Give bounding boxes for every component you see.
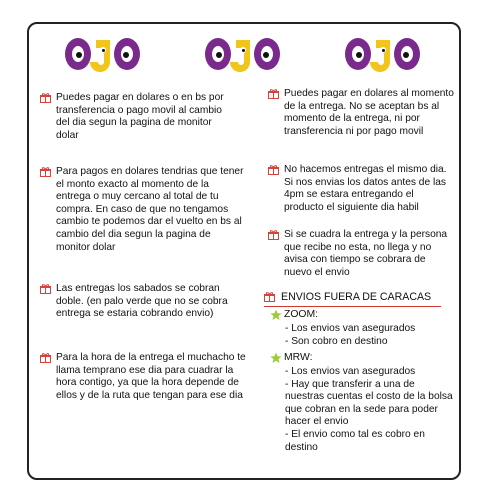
info-text: Para la hora de la entrega el muchacho te llama temprano ese dia para cuadrar la hora contigo, ya que la hora depende de ellos y de la ruta que tengan para ese dia <box>56 352 246 401</box>
gift-icon <box>40 167 51 177</box>
ojo-logo-icon <box>62 30 144 74</box>
mrw-title: MRW: <box>284 352 313 363</box>
list-item: - Los envios van asegurados <box>285 323 416 334</box>
gift-icon <box>264 292 275 302</box>
star-icon <box>270 352 282 364</box>
shipping-heading-text: ENVIOS FUERA DE CARACAS <box>281 291 432 303</box>
list-item: - Hay que transferir a una de nuestras cuentas el costo de la bolsa que cobran en la sede para poder hacer el envio <box>285 378 453 428</box>
zoom-title: ZOOM: <box>284 309 319 320</box>
gift-icon <box>40 284 51 294</box>
info-item <box>40 352 246 402</box>
gift-icon <box>268 230 279 240</box>
gift-icon <box>40 93 51 103</box>
mrw-subheading <box>270 352 312 365</box>
info-item <box>40 166 245 254</box>
info-item <box>40 283 236 321</box>
zoom-list <box>285 323 455 348</box>
gift-icon <box>268 165 279 175</box>
ojo-logo-icon <box>202 30 284 74</box>
info-text: Puedes pagar en dolares o en bs por transferencia o pago movil al cambio del dia segun la pagina de monitor dolar <box>56 92 224 141</box>
info-item <box>40 92 236 142</box>
info-item <box>268 229 454 279</box>
mrw-list <box>285 366 455 454</box>
list-item: - Los envios van asegurados <box>285 366 416 377</box>
gift-icon <box>40 353 51 363</box>
shipping-heading <box>264 291 431 304</box>
info-text: Para pagos en dolares tendrias que tener el monto exacto al momento de la entrega o muy cercano al total de tu compra. En caso de que no tengamos cambio te podemos dar el vuelto en bs al cambio del dia segun la pagina de monitor dolar <box>56 166 244 253</box>
list-item: - El envio como tal es cobro en destino <box>285 428 425 453</box>
list-item: - Son cobro en destino <box>285 335 388 347</box>
info-item <box>268 88 454 138</box>
star-icon <box>270 309 282 321</box>
info-text: Las entregas los sabados se cobran doble. (en palo verde que no se cobra entrega se estaria cobrando envio) <box>56 283 228 320</box>
gift-icon <box>268 89 279 99</box>
info-item <box>268 164 454 214</box>
info-text: Puedes pagar en dolares al momento de la entrega. No se aceptan bs al momento de la entrega, ni por transferencia ni por pago movil <box>284 88 454 137</box>
zoom-subheading <box>270 309 318 322</box>
info-text: Si se cuadra la entrega y la persona que recibe no esta, no llega y no avisa con tiempo se cobrara de nuevo el envio <box>284 229 448 278</box>
heading-underline <box>264 306 441 307</box>
ojo-logo-icon <box>342 30 424 74</box>
info-text: No hacemos entregas el mismo dia. Si nos envias los datos antes de las 4pm se estara entregando el producto el siguiente dia habil <box>284 164 447 213</box>
